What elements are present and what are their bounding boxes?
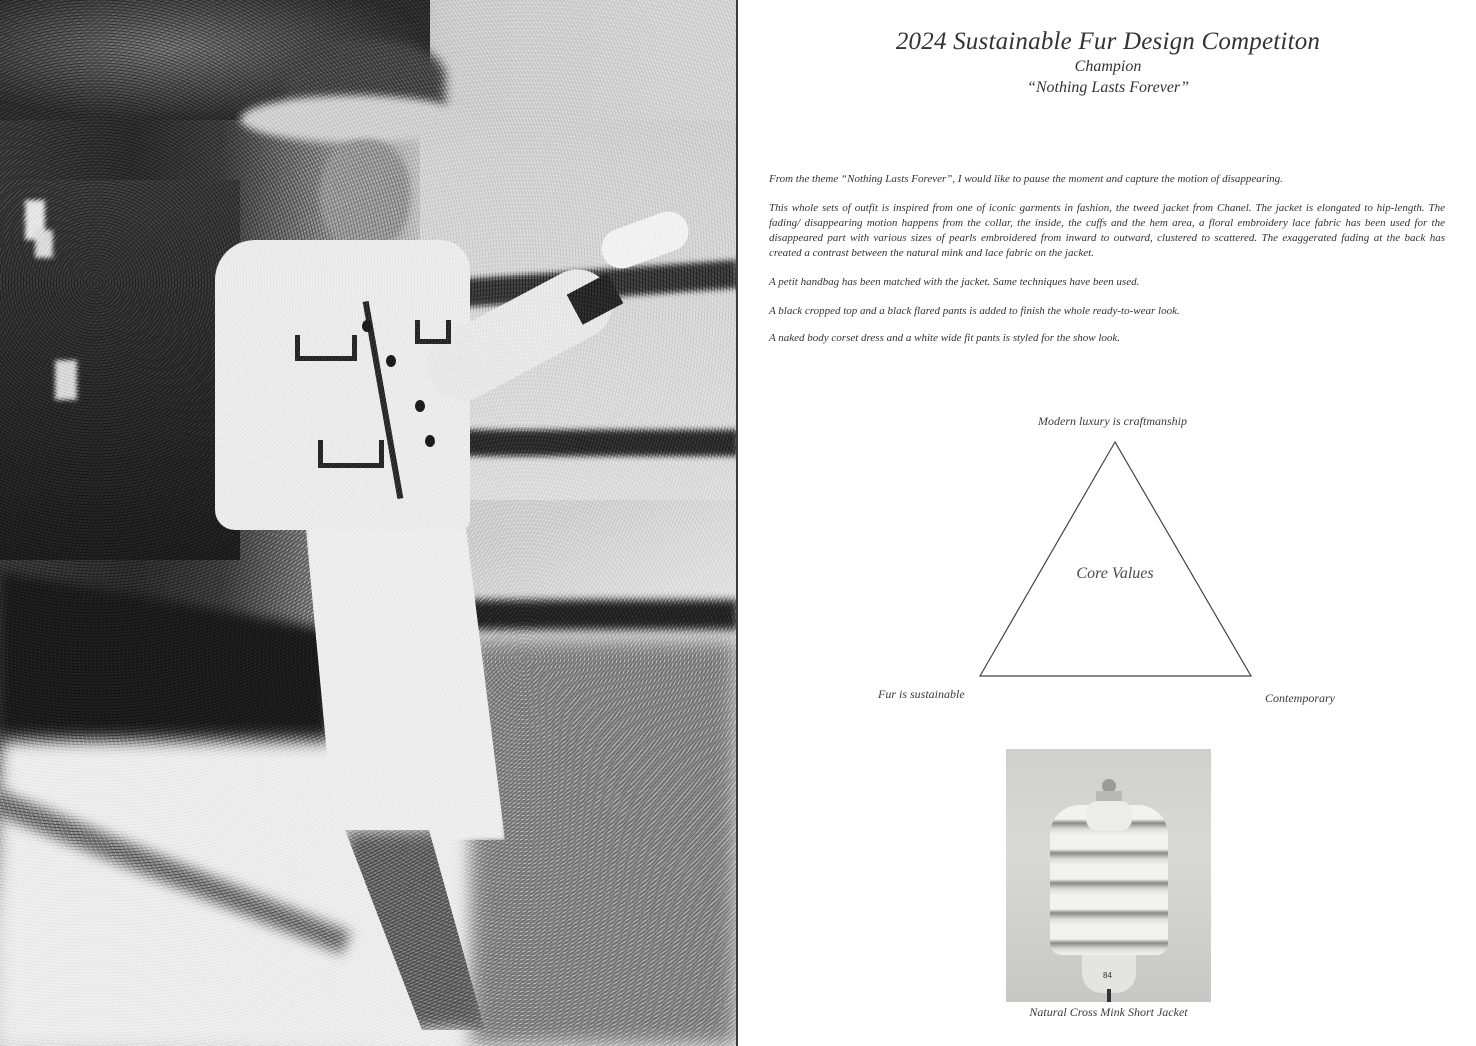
value-label-top: Modern luxury is craftmanship [1038, 414, 1187, 428]
description-paragraph: A petit handbag has been matched with the jacket. Same techniques have been used. [769, 276, 1140, 288]
value-label-right: Contemporary [1265, 691, 1335, 705]
description-paragraph: From the theme “Nothing Lasts Forever”, I would like to pause the moment and capture the motion of disappearing. [769, 173, 1283, 185]
award-subtitle: Champion [1074, 58, 1142, 75]
page-title: 2024 Sustainable Fur Design Competiton [895, 28, 1321, 55]
description-paragraph: This whole sets of outfit is inspired from one of iconic garments in fashion, the tweed jacket from Chanel. The jacket is elongated to hip-length. The fading/ disappearing motion happens from the collar, the inside, the cuffs and the hem area, a floral embroidery lace fabric has been used for the disappeared part with various sizes of pearls embroidered from inward to outward, clustered to scattered. The exaggerated fading at the back has created a contrast between the natural mink and lace fabric on the jacket. [769, 202, 1445, 259]
description-paragraph: A black cropped top and a black flared pants is added to finish the whole ready-to-wear look. [769, 305, 1180, 317]
jacket-collar [1086, 801, 1132, 831]
title-block [740, 27, 1476, 99]
description-paragraph: A naked body corset dress and a white wide fit pants is styled for the show look. [769, 332, 1121, 344]
dress-form-number: 84 [1103, 971, 1112, 980]
document-page [740, 0, 1476, 1046]
dress-form-pole [1107, 989, 1111, 1002]
photo-caption: Natural Cross Mink Short Jacket [1029, 1005, 1188, 1019]
theme-title: “Nothing Lasts Forever” [1026, 79, 1190, 96]
core-values-triangle [970, 436, 1260, 686]
value-label-left: Fur is sustainable [878, 687, 965, 701]
design-description [769, 172, 1445, 346]
core-values-label: Core Values [1076, 565, 1154, 582]
mink-jacket-photo [1006, 749, 1211, 1002]
